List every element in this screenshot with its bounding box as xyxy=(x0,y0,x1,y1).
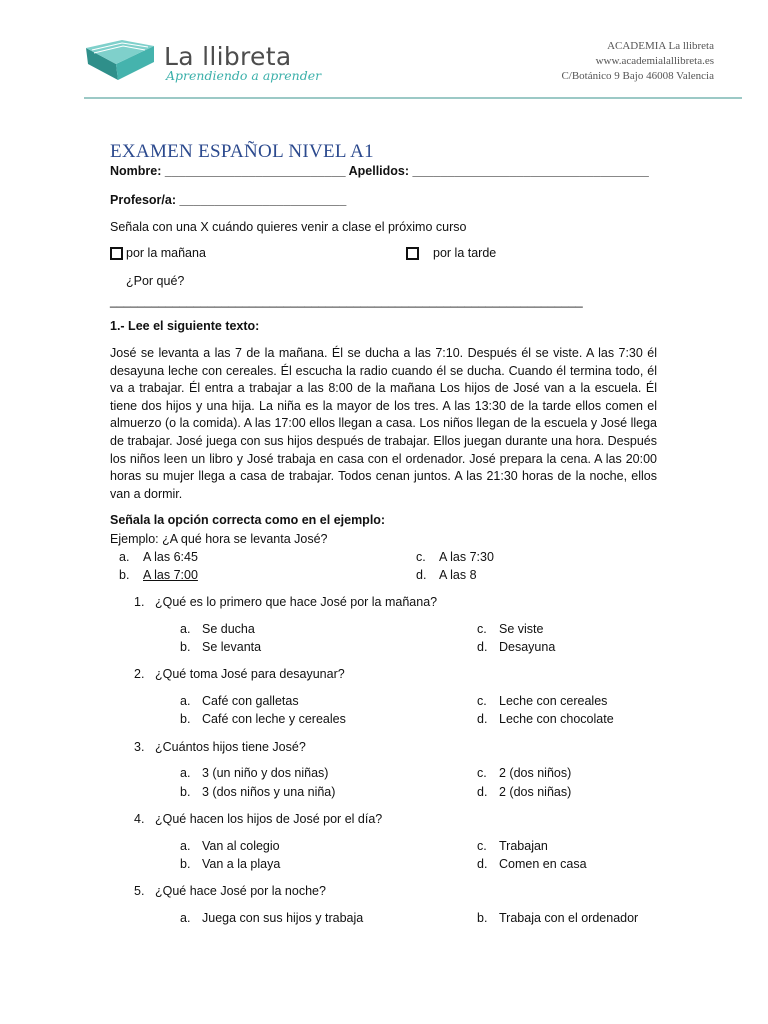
option-letter: c. xyxy=(416,550,426,564)
why-question: ¿Por qué? xyxy=(126,274,185,288)
answer-option[interactable]: Se viste xyxy=(499,622,544,636)
option-letter: a. xyxy=(180,766,191,780)
example-correct-option: A las 7:00 xyxy=(143,568,198,582)
option-letter: b. xyxy=(119,568,130,582)
answer-option[interactable]: Trabajan xyxy=(499,839,548,853)
answer-option[interactable]: 3 (un niño y dos niñas) xyxy=(202,766,329,780)
option-letter: a. xyxy=(180,839,191,853)
option-letter: c. xyxy=(477,622,487,636)
option-letter: d. xyxy=(477,640,488,654)
answer-option[interactable]: 3 (dos niños y una niña) xyxy=(202,785,336,799)
header-divider xyxy=(84,97,742,99)
question-text: ¿Qué es lo primero que hace José por la mañana? xyxy=(155,595,438,609)
option-letter: b. xyxy=(180,640,191,654)
afternoon-checkbox[interactable] xyxy=(406,247,419,260)
option-letter: b. xyxy=(180,712,191,726)
answer-option[interactable]: Leche con cereales xyxy=(499,694,608,708)
option-letter: a. xyxy=(180,694,191,708)
question-number: 4. xyxy=(134,812,145,826)
option-letter: d. xyxy=(416,568,427,582)
question-number: 3. xyxy=(134,740,145,754)
answer-option[interactable]: Van al colegio xyxy=(202,839,280,853)
page-title: EXAMEN ESPAÑOL NIVEL A1 xyxy=(110,141,374,162)
answer-option[interactable]: Juega con sus hijos y trabaja xyxy=(202,911,364,925)
answer-option[interactable]: Café con galletas xyxy=(202,694,299,708)
answer-option[interactable]: Comen en casa xyxy=(499,857,587,871)
answer-option[interactable]: Se ducha xyxy=(202,622,255,636)
morning-option-label: por la mañana xyxy=(126,246,206,260)
afternoon-option-label: por la tarde xyxy=(433,246,497,260)
question-number: 1. xyxy=(134,595,145,609)
question-number: 5. xyxy=(134,884,145,898)
academy-website: www.academialallibreta.es xyxy=(595,55,714,67)
section-heading: 1.- Lee el siguiente texto: xyxy=(110,319,260,333)
question-text: ¿Qué hace José por la noche? xyxy=(155,884,326,898)
answer-option[interactable]: Se levanta xyxy=(202,640,262,654)
answer-option[interactable]: Desayuna xyxy=(499,640,556,654)
example-option: A las 7:30 xyxy=(439,550,494,564)
brand-tagline: Aprendiendo a aprender xyxy=(166,68,322,83)
option-letter: c. xyxy=(477,766,487,780)
option-letter: d. xyxy=(477,712,488,726)
answer-option[interactable]: Café con leche y cereales xyxy=(202,712,346,726)
option-letter: b. xyxy=(477,911,488,925)
book-logo-icon xyxy=(82,38,158,84)
answer-option[interactable]: Van a la playa xyxy=(202,857,281,871)
answer-option[interactable]: Leche con chocolate xyxy=(499,712,614,726)
question-text: ¿Qué hacen los hijos de José por el día? xyxy=(155,812,383,826)
brand-name: La llibreta xyxy=(164,42,292,71)
academy-address: C/Botánico 9 Bajo 46008 Valencia xyxy=(561,70,714,82)
question-number: 2. xyxy=(134,667,145,681)
instruction-text: Señala la opción correcta como en el ejemplo: xyxy=(110,513,386,527)
reading-text: José se levanta a las 7 de la mañana. Él se ducha a las 7:10. Después él se viste. A las 7:30 él desayuna leche con cereales. Él escucha la radio cuando él se ducha. Cuando él termina todo, él va a trabajar. Él entra a trabajar a las 8:00 de la mañana Los hijos de José van a la escuela. Él tiene dos hijos y una hija. La niña es la mayor de los tres. A las 13:30 de la tarde ellos comen el almuerzo (o la comida). A las 17:00 ellos llegan a casa. Los niños llegan de la escuela y José llega de trabajar. José juega con sus hijos después de trabajar. Ellos juegan durante una hora. Después los niños leen un libro y José trabaja en casa con el ordenador. José prepara la cena. A las 20:00 horas su mujer llega a casa de trabajar. Todos cenan juntos. A las 21:30 horas de la noche, ellos van a dormir. xyxy=(110,346,657,501)
option-letter: c. xyxy=(477,694,487,708)
option-letter: a. xyxy=(180,622,191,636)
option-letter: a. xyxy=(180,911,191,925)
example-question: Ejemplo: ¿A qué hora se levanta José? xyxy=(110,532,328,546)
option-letter: d. xyxy=(477,785,488,799)
name-field-line: Nombre: __________________________ Apellidos: __________________________________ xyxy=(110,164,649,178)
question-text: ¿Cuántos hijos tiene José? xyxy=(155,740,306,754)
answer-option[interactable]: 2 (dos niñas) xyxy=(499,785,572,799)
answer-option[interactable]: Trabaja con el ordenador xyxy=(499,911,639,925)
morning-checkbox[interactable] xyxy=(110,247,123,260)
option-letter: d. xyxy=(477,857,488,871)
example-option: A las 8 xyxy=(439,568,477,582)
schedule-prompt: Señala con una X cuándo quieres venir a clase el próximo curso xyxy=(110,220,467,234)
teacher-field-line: Profesor/a: ________________________ xyxy=(110,193,347,207)
academy-name: ACADEMIA La llibreta xyxy=(607,40,714,52)
option-letter: b. xyxy=(180,857,191,871)
why-answer-line: ____________________________________________________________________ xyxy=(110,294,583,308)
option-letter: c. xyxy=(477,839,487,853)
question-text: ¿Qué toma José para desayunar? xyxy=(155,667,345,681)
option-letter: a. xyxy=(119,550,130,564)
option-letter: b. xyxy=(180,785,191,799)
answer-option[interactable]: 2 (dos niños) xyxy=(499,766,572,780)
example-option: A las 6:45 xyxy=(143,550,198,564)
